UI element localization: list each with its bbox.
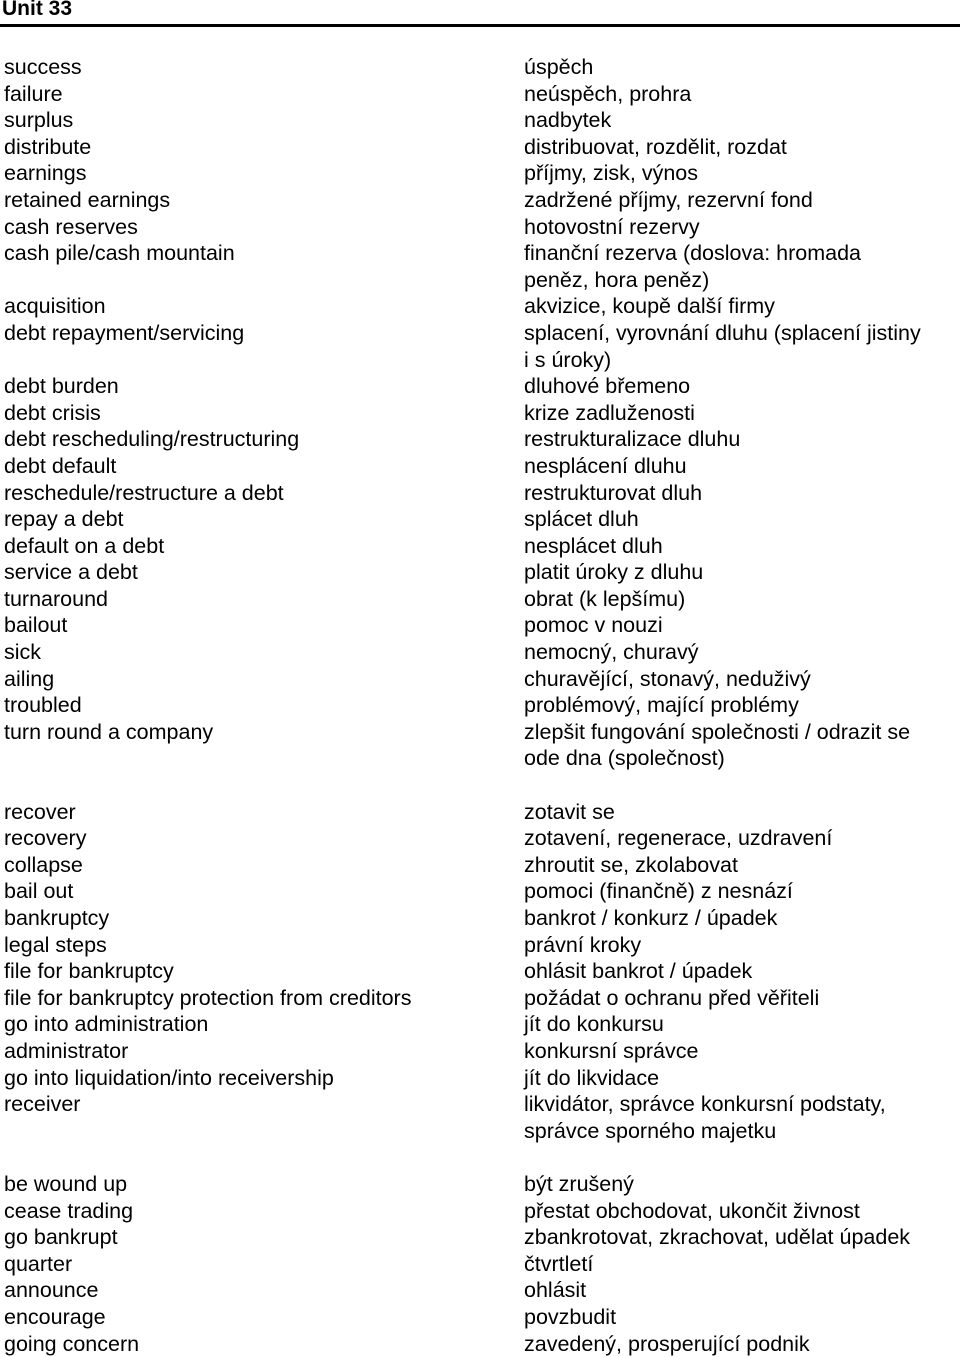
term-czech: [520, 240, 950, 293]
term-english: go bankrupt: [0, 1224, 520, 1251]
translation-line: zotavit se: [524, 799, 950, 826]
translation-line: zadržené příjmy, rezervní fond: [524, 187, 950, 214]
vocab-row: [0, 1091, 960, 1144]
term-english: sick: [0, 639, 520, 666]
vocab-row: [0, 373, 960, 400]
translation-line: dluhové břemeno: [524, 373, 950, 400]
term-czech: [520, 799, 950, 826]
vocab-row: [0, 320, 960, 373]
translation-line: problémový, mající problémy: [524, 692, 950, 719]
translation-line: zhroutit se, zkolabovat: [524, 852, 950, 879]
translation-line: pomoci (finančně) z nesnází: [524, 878, 950, 905]
vocab-row: [0, 1065, 960, 1092]
translation-line: nemocný, churavý: [524, 639, 950, 666]
term-czech: [520, 1304, 950, 1331]
term-czech: [520, 1251, 950, 1278]
translation-line: nesplácení dluhu: [524, 453, 950, 480]
translation-line: splácet dluh: [524, 506, 950, 533]
term-czech: [520, 852, 950, 879]
term-czech: [520, 586, 950, 613]
translation-line: ohlásit bankrot / úpadek: [524, 958, 950, 985]
term-english: debt repayment/servicing: [0, 320, 520, 347]
vocab-row: [0, 586, 960, 613]
vocab-row: [0, 506, 960, 533]
vocab-row: [0, 240, 960, 293]
term-english: collapse: [0, 852, 520, 879]
vocab-row: [0, 825, 960, 852]
vocab-row: [0, 666, 960, 693]
term-english: announce: [0, 1277, 520, 1304]
translation-line: obrat (k lepšímu): [524, 586, 950, 613]
page-header: [0, 0, 960, 27]
term-czech: [520, 1091, 950, 1144]
term-czech: [520, 107, 950, 134]
term-czech: [520, 878, 950, 905]
vocab-row: [0, 985, 960, 1012]
translation-line: platit úroky z dluhu: [524, 559, 950, 586]
term-czech: [520, 453, 950, 480]
translation-line: konkursní správce: [524, 1038, 950, 1065]
translation-line: zlepšit fungování společnosti / odrazit se: [524, 719, 950, 746]
vocab-row: [0, 160, 960, 187]
term-english: earnings: [0, 160, 520, 187]
term-czech: [520, 612, 950, 639]
term-english: distribute: [0, 134, 520, 161]
translation-line: peněz, hora peněz): [524, 267, 950, 294]
term-czech: [520, 985, 950, 1012]
term-english: encourage: [0, 1304, 520, 1331]
term-czech: [520, 134, 950, 161]
translation-line: být zrušený: [524, 1171, 950, 1198]
term-english: administrator: [0, 1038, 520, 1065]
unit-title: Unit 33: [2, 0, 72, 21]
vocab-row: [0, 958, 960, 985]
translation-line: distribuovat, rozdělit, rozdat: [524, 134, 950, 161]
vocab-row: [0, 293, 960, 320]
vocab-row: [0, 878, 960, 905]
term-english: debt crisis: [0, 400, 520, 427]
translation-line: ode dna (společnost): [524, 745, 950, 772]
term-english: surplus: [0, 107, 520, 134]
term-czech: [520, 958, 950, 985]
vocab-row: [0, 612, 960, 639]
translation-line: splacení, vyrovnání dluhu (splacení jistiny: [524, 320, 950, 347]
translation-line: nadbytek: [524, 107, 950, 134]
translation-line: finanční rezerva (doslova: hromada: [524, 240, 950, 267]
term-czech: [520, 1011, 950, 1038]
vocab-row: [0, 932, 960, 959]
vocab-row: [0, 1251, 960, 1278]
term-english: cease trading: [0, 1198, 520, 1225]
term-english: acquisition: [0, 293, 520, 320]
term-english: debt burden: [0, 373, 520, 400]
vocab-row: [0, 1171, 960, 1198]
term-czech: [520, 293, 950, 320]
term-english: success: [0, 54, 520, 81]
translation-line: restrukturalizace dluhu: [524, 426, 950, 453]
term-english: go into administration: [0, 1011, 520, 1038]
translation-line: nesplácet dluh: [524, 533, 950, 560]
translation-line: přestat obchodovat, ukončit živnost: [524, 1198, 950, 1225]
term-english: debt default: [0, 453, 520, 480]
term-english: retained earnings: [0, 187, 520, 214]
term-english: turn round a company: [0, 719, 520, 746]
vocab-row: [0, 1011, 960, 1038]
vocab-row: [0, 533, 960, 560]
term-czech: [520, 160, 950, 187]
vocab-row: [0, 1198, 960, 1225]
term-english: receiver: [0, 1091, 520, 1118]
vocab-row: [0, 453, 960, 480]
term-czech: [520, 692, 950, 719]
term-czech: [520, 719, 950, 772]
term-english: service a debt: [0, 559, 520, 586]
term-czech: [520, 187, 950, 214]
term-english: ailing: [0, 666, 520, 693]
vocab-row: [0, 400, 960, 427]
translation-line: zotavení, regenerace, uzdravení: [524, 825, 950, 852]
term-english: bail out: [0, 878, 520, 905]
translation-line: likvidátor, správce konkursní podstaty,: [524, 1091, 950, 1118]
translation-line: zavedený, prosperující podnik: [524, 1331, 950, 1357]
vocab-row: [0, 54, 960, 81]
term-english: troubled: [0, 692, 520, 719]
term-english: file for bankruptcy protection from creditors: [0, 985, 520, 1012]
term-czech: [520, 666, 950, 693]
term-english: bailout: [0, 612, 520, 639]
term-english: file for bankruptcy: [0, 958, 520, 985]
term-czech: [520, 1277, 950, 1304]
term-czech: [520, 1171, 950, 1198]
term-czech: [520, 400, 950, 427]
translation-line: ohlásit: [524, 1277, 950, 1304]
vocab-row: [0, 1224, 960, 1251]
term-english: turnaround: [0, 586, 520, 613]
translation-line: krize zadluženosti: [524, 400, 950, 427]
translation-line: jít do likvidace: [524, 1065, 950, 1092]
term-english: legal steps: [0, 932, 520, 959]
translation-line: bankrot / konkurz / úpadek: [524, 905, 950, 932]
vocab-row: [0, 81, 960, 108]
vocab-row: [0, 214, 960, 241]
vocab-row: [0, 852, 960, 879]
term-czech: [520, 559, 950, 586]
translation-line: příjmy, zisk, výnos: [524, 160, 950, 187]
vocab-row: [0, 1331, 960, 1357]
term-english: quarter: [0, 1251, 520, 1278]
term-czech: [520, 639, 950, 666]
translation-line: churavějící, stonavý, neduživý: [524, 666, 950, 693]
translation-line: požádat o ochranu před věřiteli: [524, 985, 950, 1012]
translation-line: hotovostní rezervy: [524, 214, 950, 241]
term-english: repay a debt: [0, 506, 520, 533]
translation-line: úspěch: [524, 54, 950, 81]
term-czech: [520, 320, 950, 373]
term-english: go into liquidation/into receivership: [0, 1065, 520, 1092]
term-czech: [520, 480, 950, 507]
translation-line: čtvrtletí: [524, 1251, 950, 1278]
term-czech: [520, 1198, 950, 1225]
term-czech: [520, 506, 950, 533]
term-czech: [520, 932, 950, 959]
translation-line: právní kroky: [524, 932, 950, 959]
vocab-row: [0, 1038, 960, 1065]
vocabulary-list: [0, 54, 960, 1357]
term-english: bankruptcy: [0, 905, 520, 932]
term-czech: [520, 905, 950, 932]
translation-line: restrukturovat dluh: [524, 480, 950, 507]
vocab-row: [0, 480, 960, 507]
translation-line: pomoc v nouzi: [524, 612, 950, 639]
vocab-row: [0, 187, 960, 214]
vocab-row: [0, 639, 960, 666]
term-czech: [520, 1065, 950, 1092]
vocab-row: [0, 719, 960, 772]
term-czech: [520, 1224, 950, 1251]
term-english: recover: [0, 799, 520, 826]
term-czech: [520, 214, 950, 241]
vocab-row: [0, 1304, 960, 1331]
vocab-row: [0, 559, 960, 586]
translation-line: zbankrotovat, zkrachovat, udělat úpadek: [524, 1224, 950, 1251]
term-english: cash pile/cash mountain: [0, 240, 520, 267]
term-czech: [520, 54, 950, 81]
translation-line: neúspěch, prohra: [524, 81, 950, 108]
term-czech: [520, 373, 950, 400]
term-czech: [520, 426, 950, 453]
term-english: default on a debt: [0, 533, 520, 560]
vocab-row: [0, 799, 960, 826]
term-english: cash reserves: [0, 214, 520, 241]
vocab-row: [0, 134, 960, 161]
translation-line: i s úroky): [524, 347, 950, 374]
term-czech: [520, 825, 950, 852]
term-english: be wound up: [0, 1171, 520, 1198]
term-english: going concern: [0, 1331, 520, 1357]
translation-line: správce sporného majetku: [524, 1118, 950, 1145]
translation-line: akvizice, koupě další firmy: [524, 293, 950, 320]
translation-line: povzbudit: [524, 1304, 950, 1331]
vocab-row: [0, 107, 960, 134]
term-english: debt rescheduling/restructuring: [0, 426, 520, 453]
translation-line: jít do konkursu: [524, 1011, 950, 1038]
term-english: reschedule/restructure a debt: [0, 480, 520, 507]
vocab-row: [0, 905, 960, 932]
term-english: failure: [0, 81, 520, 108]
vocab-row: [0, 426, 960, 453]
term-czech: [520, 1038, 950, 1065]
term-czech: [520, 1331, 950, 1357]
term-english: recovery: [0, 825, 520, 852]
term-czech: [520, 81, 950, 108]
vocab-row: [0, 692, 960, 719]
term-czech: [520, 533, 950, 560]
vocab-row: [0, 1277, 960, 1304]
